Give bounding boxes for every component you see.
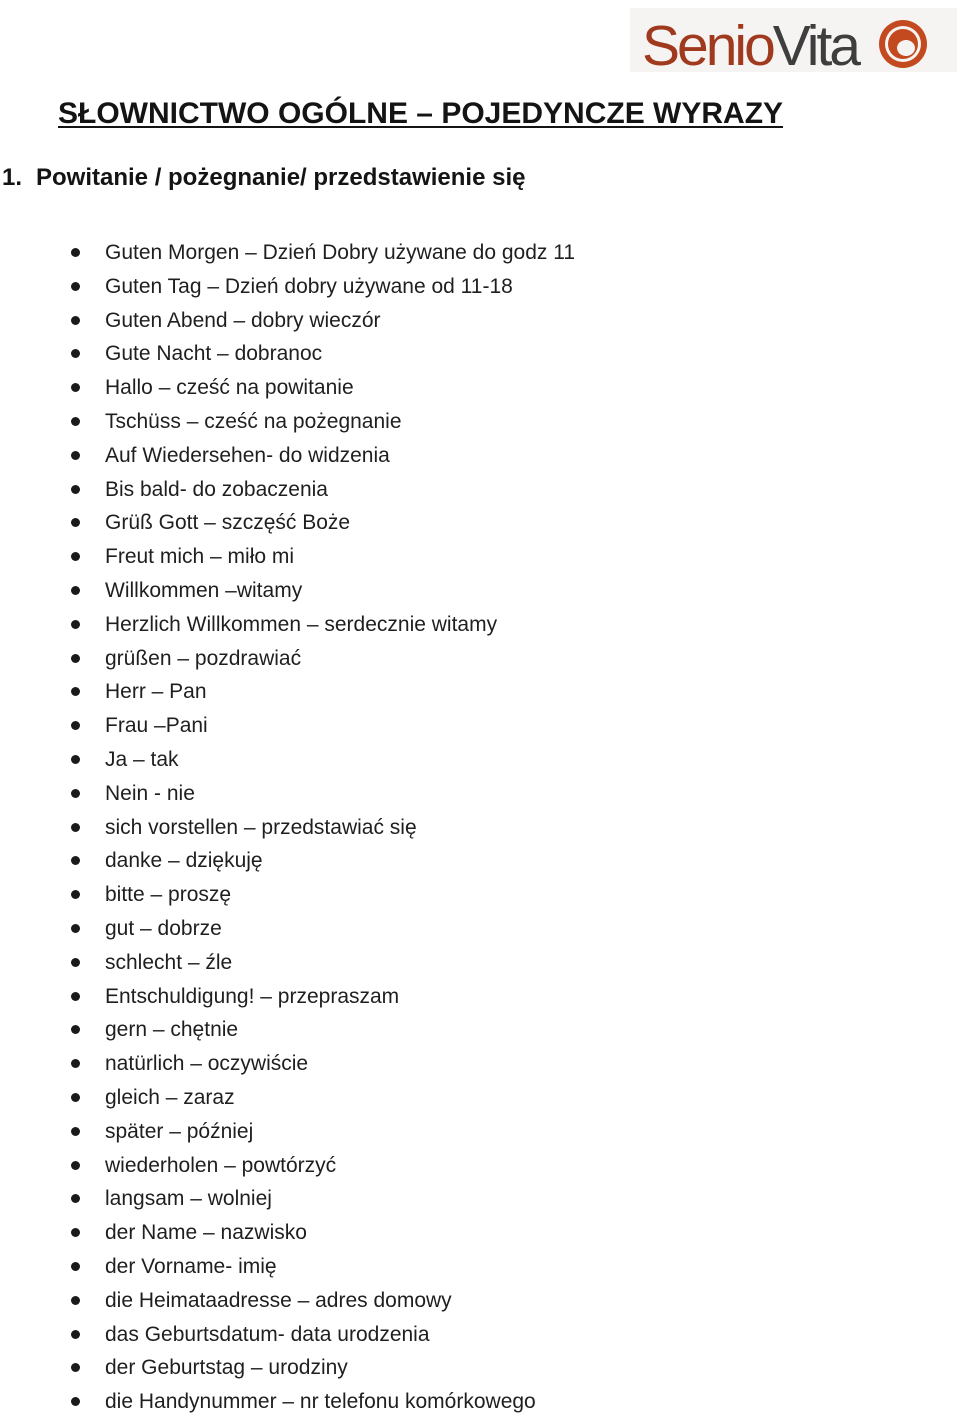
list-item	[0, 1115, 960, 1149]
list-item	[0, 878, 960, 912]
page-title: SŁOWNICTWO OGÓLNE – POJEDYNCZE WYRAZY	[58, 97, 784, 130]
bullet-icon	[71, 1127, 80, 1136]
list-item	[0, 506, 960, 540]
list-item-text: Auf Wiedersehen- do widzenia	[105, 443, 390, 467]
bullet-icon	[71, 417, 80, 426]
list-item-text: natürlich – oczywiście	[105, 1052, 309, 1076]
bullet-icon	[71, 248, 80, 257]
list-item	[0, 946, 960, 980]
list-item-text: Hallo – cześć na powitanie	[105, 376, 354, 400]
list-item	[0, 1318, 960, 1352]
bullet-icon	[71, 687, 80, 696]
list-item-text: bitte – proszę	[105, 883, 232, 907]
bullet-icon	[71, 1296, 80, 1305]
bullet-icon	[71, 789, 80, 798]
logo-graphic	[630, 8, 957, 72]
list-item-text: Guten Tag – Dzień dobry używane od 11-18	[105, 274, 513, 298]
list-item	[0, 675, 960, 709]
list-item	[0, 709, 960, 743]
list-item	[0, 912, 960, 946]
bullet-icon	[71, 1228, 80, 1237]
bullet-icon	[71, 349, 80, 358]
bullet-icon	[71, 451, 80, 460]
list-item-text: gleich – zaraz	[105, 1085, 235, 1109]
list-item-text: die Heimataadresse – adres domowy	[105, 1288, 452, 1312]
list-item-text: Nein - nie	[105, 781, 195, 805]
list-item-text: Frau –Pani	[105, 714, 208, 738]
bullet-icon	[71, 282, 80, 291]
bullet-icon	[71, 755, 80, 764]
list-item-text: Tschüss – cześć na pożegnanie	[105, 409, 402, 433]
bullet-icon	[71, 1161, 80, 1170]
bullet-icon	[71, 721, 80, 730]
list-item-text: Bis bald- do zobaczenia	[105, 477, 328, 501]
bullet-icon	[71, 552, 80, 561]
list-item	[0, 304, 960, 338]
list-item	[0, 405, 960, 439]
bullet-icon	[71, 924, 80, 933]
list-item	[0, 540, 960, 574]
bullet-icon	[71, 958, 80, 967]
list-item	[0, 1182, 960, 1216]
bullet-icon	[71, 1330, 80, 1339]
list-item	[0, 1385, 960, 1419]
section-heading	[2, 162, 525, 194]
list-item-text: der Vorname- imię	[105, 1254, 277, 1278]
list-item	[0, 236, 960, 270]
bullet-icon	[71, 316, 80, 325]
list-item-text: Herzlich Willkommen – serdecznie witamy	[105, 612, 498, 636]
list-item	[0, 1081, 960, 1115]
bullet-icon	[71, 518, 80, 527]
list-item-text: Willkommen –witamy	[105, 578, 303, 602]
list-item-text: wiederholen – powtórzyć	[105, 1153, 337, 1177]
bullet-icon	[71, 1025, 80, 1034]
bullet-icon	[71, 1059, 80, 1068]
bullet-icon	[71, 992, 80, 1001]
list-item-text: das Geburtsdatum- data urodzenia	[105, 1322, 430, 1346]
list-item-text: langsam – wolniej	[105, 1187, 272, 1211]
list-item	[0, 1216, 960, 1250]
seniovita-logo	[630, 8, 957, 72]
list-item-text: die Handynummer – nr telefonu komórkowego	[105, 1390, 536, 1414]
list-item-text: schlecht – źle	[105, 950, 233, 974]
logo-text-senio: Senio	[642, 14, 773, 72]
list-item	[0, 1047, 960, 1081]
bullet-icon	[71, 485, 80, 494]
bullet-icon	[71, 1397, 80, 1406]
list-item-text: grüßen – pozdrawiać	[105, 646, 302, 670]
bullet-icon	[71, 586, 80, 595]
list-item-text: danke – dziękuję	[105, 849, 263, 873]
list-item-text: Entschuldigung! – przepraszam	[105, 984, 400, 1008]
list-item	[0, 371, 960, 405]
bullet-icon	[71, 1194, 80, 1203]
list-item	[0, 1149, 960, 1183]
list-item	[0, 337, 960, 371]
list-item-text: der Name – nazwisko	[105, 1221, 307, 1245]
list-item	[0, 1351, 960, 1385]
list-item	[0, 844, 960, 878]
list-item-text: Freut mich – miło mi	[105, 545, 295, 569]
list-item	[0, 574, 960, 608]
list-item	[0, 1284, 960, 1318]
list-item	[0, 1250, 960, 1284]
list-item-text: gut – dobrze	[105, 916, 222, 940]
section-number: 1.	[2, 164, 23, 191]
logo-wordmark	[642, 14, 861, 72]
list-item	[0, 608, 960, 642]
list-item-text: Herr – Pan	[105, 680, 207, 704]
list-item-text: Ja – tak	[105, 747, 179, 771]
list-item	[0, 777, 960, 811]
list-item-text: Gute Nacht – dobranoc	[105, 342, 323, 366]
list-item-text: später – później	[105, 1119, 254, 1143]
list-item	[0, 473, 960, 507]
list-item-text: der Geburtstag – urodziny	[105, 1356, 348, 1380]
list-item-text: gern – chętnie	[105, 1018, 239, 1042]
section-heading-text: Powitanie / pożegnanie/ przedstawienie się	[36, 164, 526, 191]
vocabulary-list	[0, 236, 960, 1419]
list-item	[0, 642, 960, 676]
bullet-icon	[71, 823, 80, 832]
bullet-icon	[71, 1093, 80, 1102]
bullet-icon	[71, 1262, 80, 1271]
list-item	[0, 270, 960, 304]
list-item	[0, 811, 960, 845]
logo-text-vita: Vita	[772, 14, 858, 72]
bullet-icon	[71, 383, 80, 392]
list-item-text: Guten Abend – dobry wieczór	[105, 308, 381, 332]
bullet-icon	[71, 890, 80, 899]
bullet-icon	[71, 856, 80, 865]
list-item	[0, 980, 960, 1014]
list-item-text: Guten Morgen – Dzień Dobry używane do godz 11	[105, 241, 576, 264]
list-item	[0, 439, 960, 473]
bullet-icon	[71, 620, 80, 629]
logo-ring-icon	[879, 20, 927, 68]
bullet-icon	[71, 654, 80, 663]
list-item	[0, 1013, 960, 1047]
list-item-text: sich vorstellen – przedstawiać się	[105, 815, 417, 839]
bullet-icon	[71, 1363, 80, 1372]
list-item	[0, 743, 960, 777]
list-item-text: Grüß Gott – szczęść Boże	[105, 511, 351, 535]
